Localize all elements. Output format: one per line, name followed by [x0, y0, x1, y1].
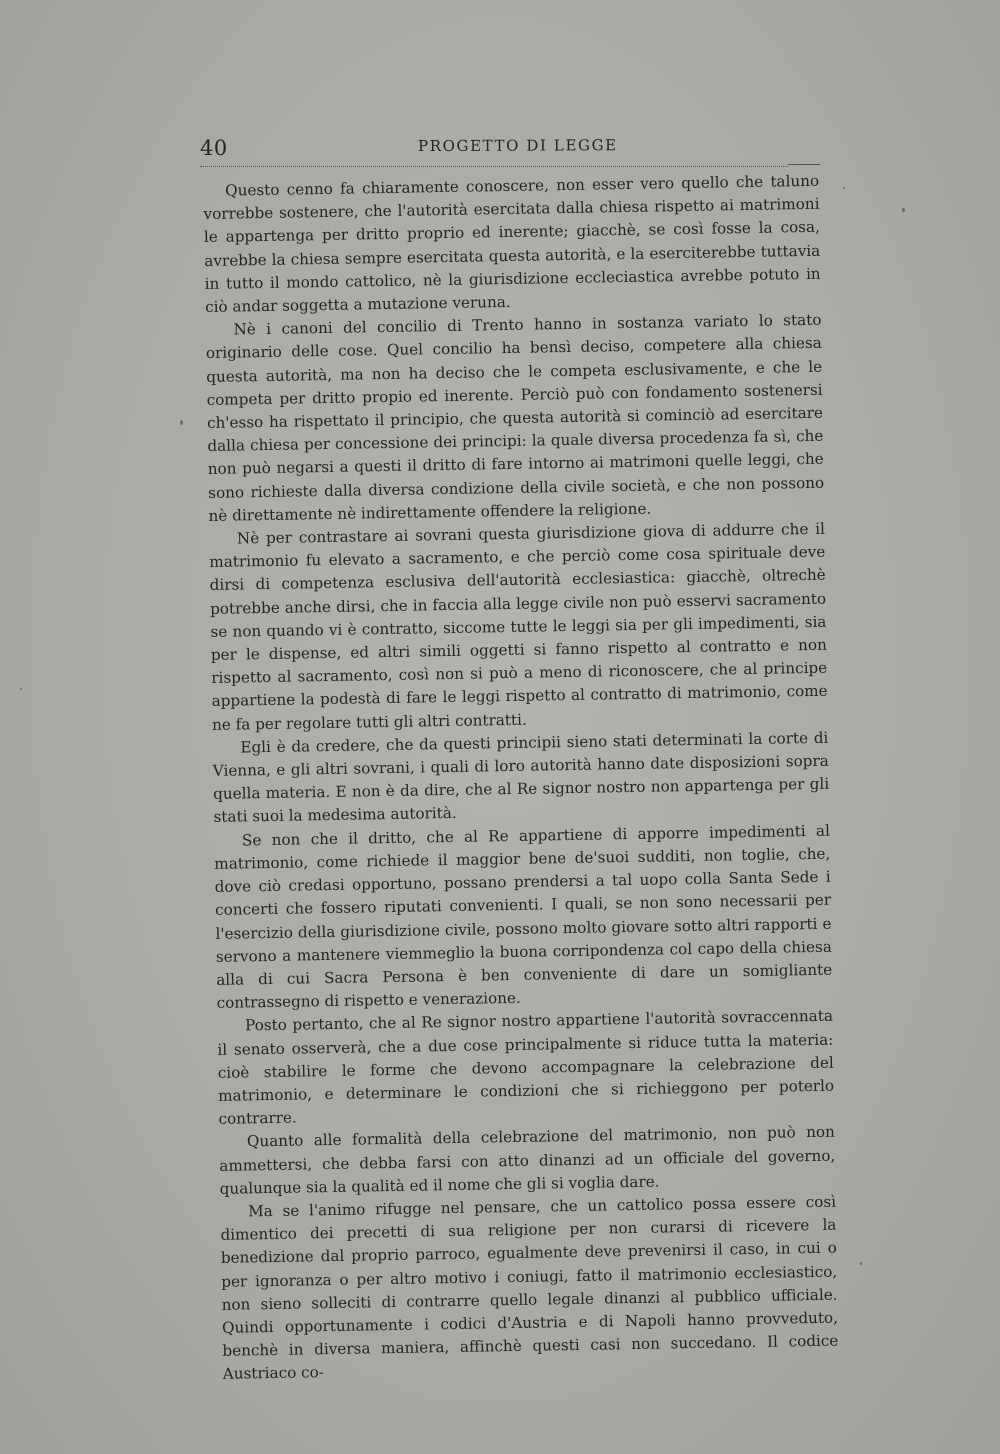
- paper-speck: [843, 187, 845, 189]
- body-text: [203, 170, 839, 1387]
- paragraph: Quanto alle formalità della celebrazione del matrimonio, non può non ammettersi, che debba farsi con atto dinanzi ad un officiale del governo, qualunque sia la qualità ed il nome che gli si voglia dare.: [219, 1122, 836, 1198]
- paragraph: Ma se l'animo rifugge nel pensare, che un cattolico possa essere così dimentico dei precetti di sua religione per non curarsi di ricevere la benedizione dal proprio parroco, egualmente deve prevenirsi il caso, in cui o per ignoranza o per altro motivo i coniugi, fatto il matrimonio ecclesiastico, non sieno solleciti di contrarre quello legale dinanzi al pubblico ufficiale. Quindi opportunamente i codici d'Austria e di Napoli hanno provveduto, benchè in diversa maniera, affinchè questi casi non succedano. Il codice Austriaco co-: [220, 1192, 839, 1384]
- header-rule-end: [788, 164, 820, 165]
- header-rule: [200, 166, 788, 167]
- paper-speck: [860, 1262, 862, 1265]
- paragraph: Egli è da credere, che da questi principii sieno stati determinati la corte di Vienna, e gli altri sovrani, i quali di loro autorità hanno date disposizioni sopra quella materia. E non è da dire, che al Re signor nostro non appartenga per gli stati suoi la medesima autorità.: [212, 728, 830, 827]
- paragraph: Nè per contrastare ai sovrani questa giurisdizione giova di addurre che il matrimonio fu elevato a sacramento, e che perciò come cosa spirituale deve dirsi di competenza esclusiva dell'autorità ecclesiastica: giacchè, oltrechè potrebbe anche dirsi, che in faccia alla legge civile non può esservi sacramento se non quando vi è contratto, siccome tutte le leggi sia per gli impedimenti, sia per le dispense, ed altri simili oggetti si fanno rispetto al contratto e non rispetto al sacramento, così non si può a meno di riconoscere, che al principe appartiene la podestà di fare le leggi rispetto al contratto di matrimonio, come ne fa per regolare tutti gli altri contratti.: [209, 519, 828, 734]
- paragraph: Se non che il dritto, che al Re appartiene di apporre impedimenti al matrimonio, come richiede il maggior bene de'suoi sudditi, non toglie, che, dove ciò credasi opportuno, possano prendersi a tal uopo colla Santa Sede i concerti che fossero riputati convenienti. I quali, se non sono necessarii per l'esercizio della giurisdizione civile, possono molto giovare sotto altri rapporti e servono a mantenere viemmeglio la buona corripondenza col capo della chiesa alla di cui Sacra Persona è ben conveniente di dare un somigliante contrassegno di rispetto e venerazione.: [214, 821, 833, 1012]
- paper-speck: [902, 208, 905, 212]
- paragraph: Nè i canoni del concilio di Trento hanno in sostanza variato lo stato originario delle cose. Quel concilio ha bensì deciso, competere alla chiesa questa autorità, ma non ha deciso che le competa esclusivamente, e che le competa per dritto propio ed inerente. Perciò può con fondamento sostenersi ch'esso ha rispettato il principio, che questa autorità si cominciò ad esercitare dalla chiesa per concessione dei principi: la quale diversa procedenza fa sì, che non può negarsi a questi il dritto di fare intorno ai matrimoni quelle leggi, che sono richieste dalla diversa condizione della civile società, e che non possono nè direttamente nè indirettamente offendere la religione.: [205, 310, 825, 525]
- page-header: [200, 129, 822, 166]
- page-number: 40: [199, 135, 228, 160]
- paper-speck: [20, 688, 22, 690]
- running-title: PROGETTO DI LEGGE: [417, 136, 618, 156]
- paragraph: Questo cenno fa chiaramente conoscere, non esser vero quello che taluno vorrebbe sostenere, che l'autorità esercitata dalla chiesa rispetto ai matrimoni le appartenga per dritto proprio ed inerente; giacchè, se così fosse la cosa, avrebbe la chiesa sempre esercitata questa autorità, e la eserciterebbe tuttavia in tutto il mondo cattolico, nè la giurisdizione eccleciastica avrebbe potuto in ciò andar soggetta a mutazione veruna.: [203, 171, 821, 316]
- paper-speck: [180, 420, 183, 425]
- paragraph: Posto pertanto, che al Re signor nostro appartiene l'autorità sovraccennata il senato osserverà, che a due cose principalmente si riduce tutta la materia: cioè stabilire le forme che devono accompagnare la celebrazione del matrimonio, e determinare le condizioni che si richieggono per poterlo contrarre.: [217, 1006, 835, 1128]
